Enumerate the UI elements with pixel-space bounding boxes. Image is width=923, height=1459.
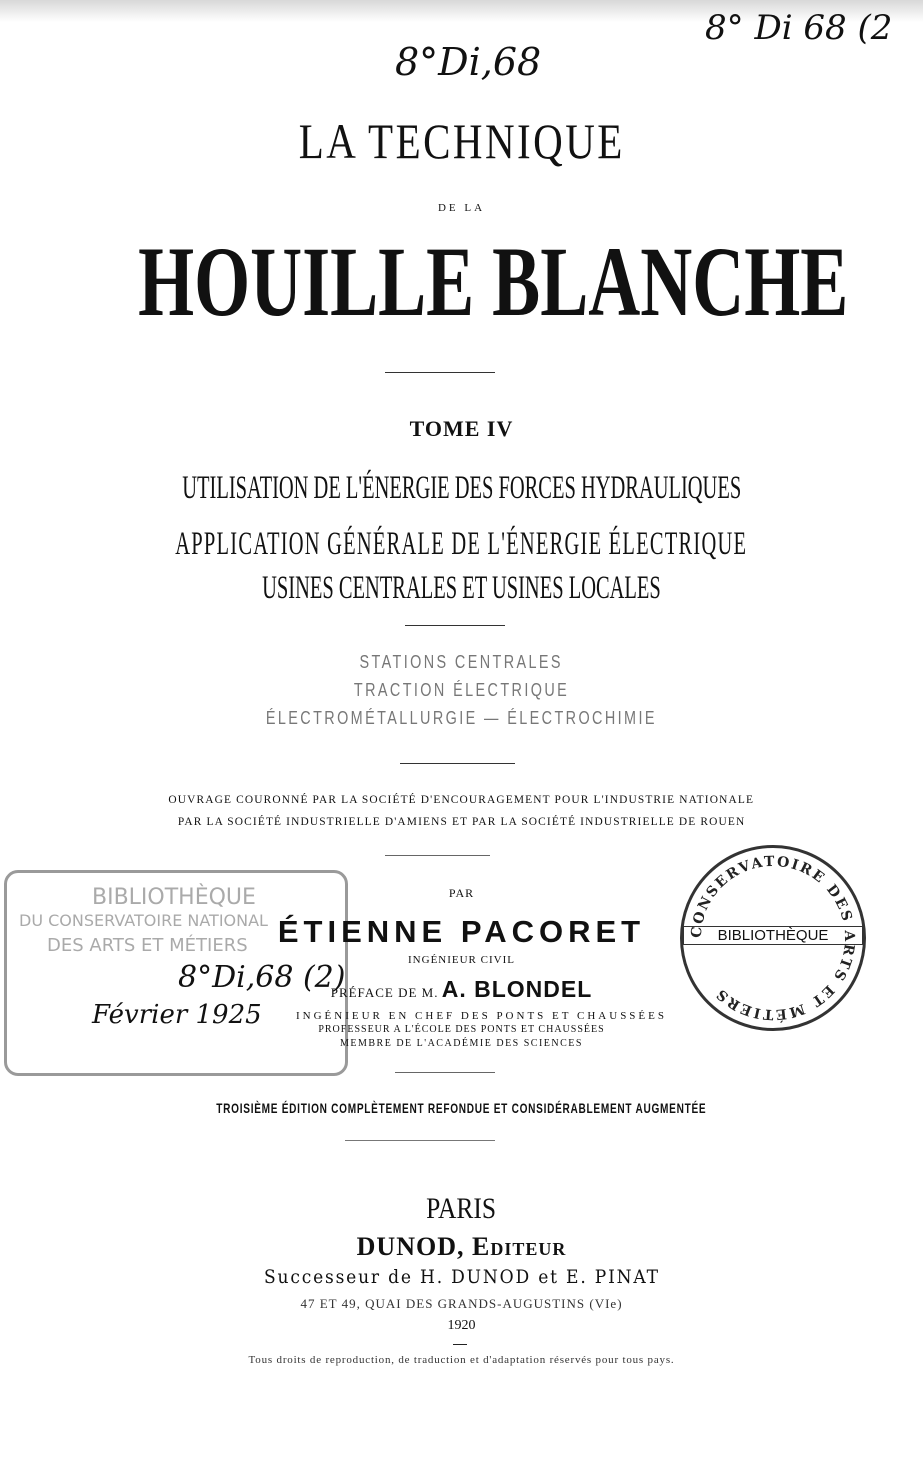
preface-label: PRÉFACE DE M. xyxy=(330,985,439,1000)
edition-note: TROISIÈME ÉDITION COMPLÈTEMENT REFONDUE ET CONSIDÉRABLEMENT AUGMENTÉE xyxy=(216,1100,707,1116)
subject-2: APPLICATION GÉNÉRALE DE L'ÉNERGIE ÉLECTRIQUE xyxy=(175,526,748,562)
author-by: PAR xyxy=(448,886,475,900)
preface-line xyxy=(0,976,923,1003)
preface-credential: PROFESSEUR A L'ÉCOLE DES PONTS ET CHAUSSÉES xyxy=(318,1024,605,1035)
stamp-date: Février 1925 xyxy=(92,1000,262,1030)
preface-credential: INGÉNIEUR EN CHEF DES PONTS ET CHAUSSÉES xyxy=(296,1010,667,1022)
award-line-2: PAR LA SOCIÉTÉ INDUSTRIELLE D'AMIENS ET PAR LA SOCIÉTÉ INDUSTRIELLE DE ROUEN xyxy=(177,814,746,828)
stamp-text: DU CONSERVATOIRE NATIONAL xyxy=(19,911,268,930)
divider xyxy=(400,763,515,764)
divider xyxy=(405,625,505,626)
publisher-address: 47 ET 49, QUAI DES GRANDS-AUGUSTINS (VIe) xyxy=(300,1296,623,1311)
publisher-successor: Successeur de H. DUNOD et E. PINAT xyxy=(263,1266,660,1288)
divider xyxy=(385,372,495,373)
shelfmark-top-center: 8°Di,68 xyxy=(395,40,542,84)
award-line-1: OUVRAGE COURONNÉ PAR LA SOCIÉTÉ D'ENCOURAGEMENT POUR L'INDUSTRIE NATIONALE xyxy=(168,792,755,806)
subject-1: UTILISATION DE L'ÉNERGIE DES FORCES HYDRAULIQUES xyxy=(182,470,741,506)
topic-3: ÉLECTROMÉTALLURGIE — ÉLECTROCHIMIE xyxy=(265,708,657,728)
subject-3: USINES CENTRALES ET USINES LOCALES xyxy=(262,570,661,606)
divider xyxy=(453,1344,467,1345)
rights-notice: Tous droits de reproduction, de traduction et d'adaptation réservés pour tous pays. xyxy=(248,1354,675,1366)
stamp-text: DES ARTS ET MÉTIERS xyxy=(47,935,248,956)
preface-credential: MEMBRE DE L'ACADÉMIE DES SCIENCES xyxy=(340,1038,583,1049)
stamp-text: BIBLIOTHÈQUE xyxy=(92,885,256,910)
stamp-center-text: BIBLIOTHÈQUE xyxy=(683,926,863,945)
author-name: ÉTIENNE PACORET xyxy=(277,914,646,949)
volume-label: TOME IV xyxy=(409,416,514,441)
title-connector: DE LA xyxy=(437,202,486,214)
divider xyxy=(385,855,490,856)
svg-text:CONSERVATOIRE DES ARTS ET MÉTI: CONSERVATOIRE DES ARTS ET MÉTIERS xyxy=(688,853,858,1023)
stamp-shelfmark: 8°Di,68 (2) xyxy=(178,960,346,995)
shelfmark-top-right: 8° Di 68 (2 xyxy=(705,8,893,48)
topic-1: STATIONS CENTRALES xyxy=(359,652,564,672)
publisher-city: PARIS xyxy=(426,1192,497,1225)
publication-year: 1920 xyxy=(447,1318,476,1333)
topic-2: TRACTION ÉLECTRIQUE xyxy=(353,680,570,700)
main-title: HOUILLE BLANCHE xyxy=(138,226,849,337)
divider xyxy=(395,1072,495,1073)
title-line1: LA TECHNIQUE xyxy=(298,113,625,169)
author-title: INGÉNIEUR CIVIL xyxy=(408,954,515,966)
divider xyxy=(345,1140,495,1141)
preface-name: A. BLONDEL xyxy=(441,976,593,1002)
publisher-name: DUNOD, Editeur xyxy=(356,1232,567,1261)
